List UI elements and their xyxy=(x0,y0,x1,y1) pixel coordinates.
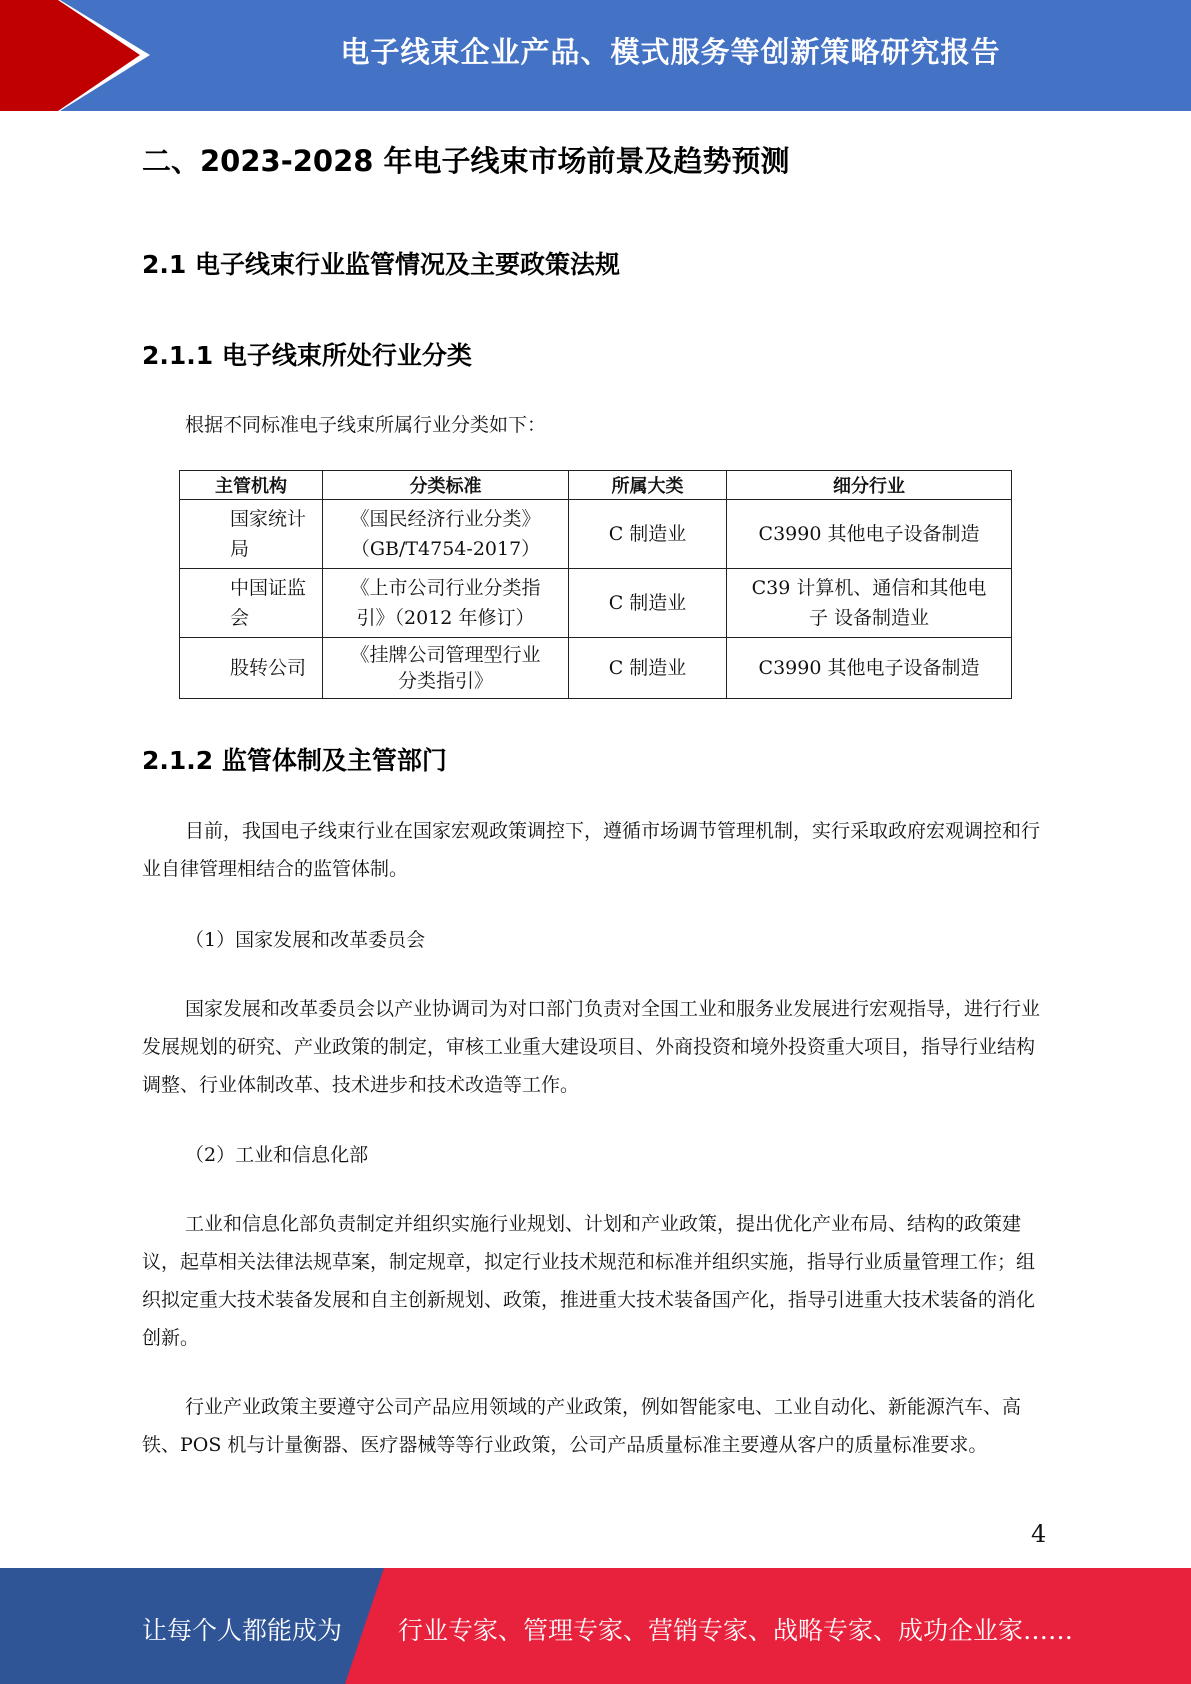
section-heading-2-1: 2.1 电子线束行业监管情况及主要政策法规 xyxy=(142,250,620,279)
body-paragraph: 国家发展和改革委员会以产业协调司为对口部门负责对全国工业和服务业发展进行宏观指导，进行行业发展规划的研究、产业政策的制定，审核工业重大建设项目、外商投资和境外投资重大项目，指导行业结构调整、行业体制改革、技术进步和技术改造等工作。 xyxy=(142,998,1041,1096)
body-paragraph: 工业和信息化部负责制定并组织实施行业规划、计划和产业政策，提出优化产业布局、结构的政策建议，起草相关法律法规草案，制定规章，拟定行业技术规范和标准并组织实施，指导行业质量管理工作；组织拟定重大技术装备发展和自主创新规划、政策，推进重大技术装备国产化，指导引进重大技术装备的消化创新。 xyxy=(142,1213,1036,1349)
page-number: 4 xyxy=(1031,1520,1047,1548)
table-header-row xyxy=(180,471,1012,500)
page-footer xyxy=(0,1568,1191,1684)
table-row xyxy=(180,500,1012,569)
footer-slogan-left: 让每个人都能成为 xyxy=(142,1616,343,1645)
table-row xyxy=(180,638,1012,699)
table-cell-agency: 股转公司 xyxy=(180,638,323,699)
table-cell-agency: 国家统计 局 xyxy=(180,500,323,569)
table-row xyxy=(180,569,1012,638)
chapter-heading: 二、2023-2028 年电子线束市场前景及趋势预测 xyxy=(142,144,790,178)
table-cell-standard: 《挂牌公司管理型行业 分类指引》 xyxy=(323,638,569,699)
column-header: 细分行业 xyxy=(727,471,1012,500)
body-paragraph: 目前，我国电子线束行业在国家宏观政策调控下，遵循市场调节管理机制，实行采取政府宏观调控和行业自律管理相结合的监管体制。 xyxy=(142,820,1041,880)
column-header: 所属大类 xyxy=(569,471,727,500)
subsection-label: （1）国家发展和改革委员会 xyxy=(185,929,426,951)
table-cell-category: C 制造业 xyxy=(569,569,727,638)
column-header: 主管机构 xyxy=(180,471,323,500)
table-intro: 根据不同标准电子线束所属行业分类如下： xyxy=(185,414,547,436)
table-cell-agency: 中国证监 会 xyxy=(180,569,323,638)
footer-slogan-right: 行业专家、管理专家、营销专家、战略专家、成功企业家…… xyxy=(398,1616,1074,1645)
table-cell-category: C 制造业 xyxy=(569,638,727,699)
chevron-banner-icon xyxy=(0,0,150,111)
table-cell-category: C 制造业 xyxy=(569,500,727,569)
table-cell-standard: 《上市公司行业分类指 引》（2012 年修订） xyxy=(323,569,569,638)
page-header xyxy=(0,0,1191,111)
table-cell-subindustry: C39 计算机、通信和其他电 子 设备制造业 xyxy=(727,569,1012,638)
column-header: 分类标准 xyxy=(323,471,569,500)
table-cell-subindustry: C3990 其他电子设备制造 xyxy=(727,500,1012,569)
industry-classification-table xyxy=(179,470,1012,699)
body-paragraph: 行业产业政策主要遵守公司产品应用领域的产业政策，例如智能家电、工业自动化、新能源汽车、高铁、POS 机与计量衡器、医疗器械等等行业政策，公司产品质量标准主要遵从客户的质量标准要求。 xyxy=(142,1396,1022,1456)
section-heading-2-1-1: 2.1.1 电子线束所处行业分类 xyxy=(142,341,472,370)
subsection-label: （2）工业和信息化部 xyxy=(185,1144,369,1166)
section-heading-2-1-2: 2.1.2 监管体制及主管部门 xyxy=(142,746,447,775)
table-cell-subindustry: C3990 其他电子设备制造 xyxy=(727,638,1012,699)
report-title: 电子线束企业产品、模式服务等创新策略研究报告 xyxy=(340,35,1001,69)
table-cell-standard: 《国民经济行业分类》 （GB/T4754-2017） xyxy=(323,500,569,569)
